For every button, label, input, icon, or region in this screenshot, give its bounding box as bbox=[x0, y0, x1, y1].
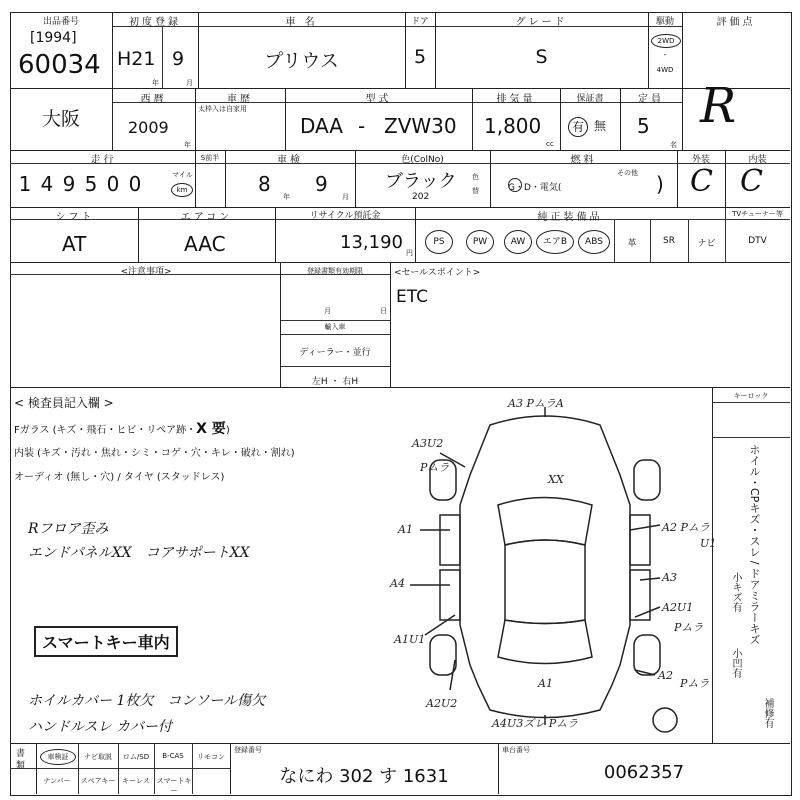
shift-label: シフト bbox=[55, 212, 95, 223]
diag-label-a2u2: A2U2 bbox=[426, 697, 458, 710]
warranty-label: 保証書 bbox=[576, 94, 604, 104]
year-label: [1994] bbox=[30, 30, 77, 46]
fuel-options: G・D・電気( bbox=[508, 183, 562, 193]
roof-panel bbox=[505, 540, 585, 624]
side-small-scratch: 小キズ有 bbox=[730, 572, 741, 612]
diag-label-bottom: A4U3ズレ Pムラ bbox=[492, 717, 579, 730]
capacity: 5 bbox=[637, 114, 650, 138]
doc-number-plate: ナンバー bbox=[43, 777, 71, 785]
handwritten-note-4: ハンドルスレ カバー付 bbox=[28, 719, 173, 735]
fuel-other: その他 bbox=[617, 169, 638, 177]
interior-grade: C bbox=[740, 164, 763, 199]
diag-label-a2-rr: A2 bbox=[658, 669, 673, 682]
area: 大阪 bbox=[41, 108, 80, 130]
smart-key-note: スマートキー車内 bbox=[34, 626, 178, 657]
chassis-number: 0062357 bbox=[603, 762, 685, 783]
interior-label: 内装 bbox=[748, 155, 767, 165]
left-front-door bbox=[440, 515, 460, 565]
recycle-label: リサイクル預託金 bbox=[309, 211, 381, 221]
color-label: 色(ColNo) bbox=[401, 155, 444, 165]
diag-label-a2u1: A2U1 bbox=[662, 601, 694, 614]
shift: AT bbox=[62, 232, 87, 256]
diag-label-a1u1: A1U1 bbox=[394, 633, 426, 646]
grade-label: グレード bbox=[515, 17, 568, 28]
h-line bbox=[10, 88, 790, 89]
v-line bbox=[712, 387, 713, 743]
grade: S bbox=[535, 46, 548, 68]
capacity-label: 定員 bbox=[638, 94, 664, 105]
door-label: ドア bbox=[411, 17, 429, 27]
deadline-day: 日 bbox=[380, 307, 387, 315]
first-reg-era: H21 bbox=[117, 48, 156, 70]
mileage-digit: 9 bbox=[62, 172, 76, 196]
history-label: 車歴 bbox=[227, 94, 253, 105]
v-line bbox=[118, 743, 119, 794]
fuel-g-circle bbox=[508, 178, 522, 192]
warranty-no: 無 bbox=[594, 119, 607, 133]
model-dash: - bbox=[358, 114, 366, 138]
glass-close: ) bbox=[225, 425, 230, 436]
interior-damage-note: 内装 (キズ・汚れ・焦れ・シミ・コゲ・穴・キレ・破れ・割れ) bbox=[14, 448, 295, 459]
tuner-label: TVチューナー等 bbox=[732, 210, 783, 218]
h-line bbox=[280, 366, 390, 367]
equip-dtv: DTV bbox=[748, 236, 767, 246]
doc-shaken-circled: 車検証 bbox=[40, 749, 76, 765]
model-year: 2009 bbox=[128, 118, 169, 137]
leader-line bbox=[635, 607, 660, 617]
drive-4wd: 4WD bbox=[656, 66, 674, 74]
diag-label-a1-left: A1 bbox=[398, 523, 413, 536]
diag-label-u1: U1 bbox=[700, 537, 717, 550]
inspection-label: 車検 bbox=[277, 155, 303, 166]
mileage-digit: 0 bbox=[128, 172, 142, 196]
doc-remote: リモコン bbox=[197, 753, 225, 761]
side-small-dent: 小凹有 bbox=[730, 648, 741, 678]
equip-pw-circled: PW bbox=[466, 230, 494, 254]
dealer-parallel: ディーラー・並行 bbox=[299, 348, 371, 358]
h-line bbox=[10, 387, 790, 388]
color-change-label: 色替 bbox=[472, 173, 479, 195]
drive-2wd-circled: 2WD bbox=[651, 34, 681, 48]
diag-label-a2-right: A2 Pムラ bbox=[662, 521, 710, 534]
car-body-outline bbox=[460, 416, 630, 718]
diag-label-a1-bottom: A1 bbox=[538, 677, 553, 690]
v-line bbox=[682, 12, 683, 150]
history-note: 太枠入は自家用 bbox=[198, 105, 247, 113]
drive-label: 駆動 bbox=[655, 17, 674, 27]
equip-ps-circled: PS bbox=[425, 230, 453, 254]
cc-unit: cc bbox=[546, 140, 554, 148]
km-unit-circled: km bbox=[171, 183, 193, 197]
mileage-digit: 1 bbox=[18, 172, 32, 196]
equip-leather: 革 bbox=[627, 239, 637, 249]
model-code: ZVW30 bbox=[384, 114, 457, 138]
v-line bbox=[36, 743, 37, 794]
diag-label-a3u2: A3U2 bbox=[412, 437, 444, 450]
model-prefix: DAA bbox=[300, 114, 343, 138]
rear-window bbox=[498, 620, 592, 664]
handwritten-note-1: Rフロア歪み bbox=[28, 521, 109, 537]
front-right-wheel bbox=[634, 460, 660, 500]
mileage-digit: 5 bbox=[84, 172, 98, 196]
displacement-label: 排気量 bbox=[496, 94, 536, 105]
first-reg-month: 9 bbox=[172, 48, 185, 70]
doc-navi-manual: ナビ取説 bbox=[84, 753, 112, 761]
inspection-month: 9 bbox=[315, 172, 328, 196]
color: ブラック bbox=[385, 171, 457, 192]
diag-label-xx: XX bbox=[548, 473, 564, 486]
mile-unit: マイル bbox=[172, 171, 193, 179]
h-line bbox=[712, 437, 790, 438]
score-label: 評価点 bbox=[716, 17, 756, 28]
recycle-amount: 13,190 bbox=[340, 232, 403, 253]
car-name: プリウス bbox=[264, 50, 339, 72]
repair-label: 補修有 bbox=[762, 698, 773, 728]
mileage-digit: 4 bbox=[40, 172, 54, 196]
diag-label-pmura-2: Pムラ bbox=[674, 621, 704, 634]
handwritten-note-3: ホイルカバー 1枚欠 コンソール傷欠 bbox=[28, 693, 266, 709]
fuel-cap-circle bbox=[653, 708, 677, 732]
audio-tire-note: オーディオ (無し・穴) / タイヤ (スタッドレス) bbox=[14, 472, 225, 483]
exterior-grade: C bbox=[690, 164, 713, 199]
caution-label: <注意事項> bbox=[120, 267, 172, 277]
leader-line bbox=[630, 525, 660, 530]
model-year-label: 西暦 bbox=[140, 94, 167, 105]
color-no: 202 bbox=[412, 192, 430, 202]
chassis-label: 車台番号 bbox=[502, 746, 530, 754]
lot-number: 60034 bbox=[18, 50, 101, 80]
glass-note bbox=[14, 418, 230, 438]
doc-rom-sd: ロム/SD bbox=[122, 753, 150, 761]
equip-sunroof: SR bbox=[663, 236, 675, 246]
plate-number: なにわ 302 す 1631 bbox=[279, 766, 449, 787]
h-line bbox=[10, 768, 230, 769]
exterior-label: 外装 bbox=[691, 155, 710, 165]
h-line bbox=[280, 334, 390, 335]
drive-dot: ・ bbox=[661, 51, 669, 59]
tsuki-unit: 月 bbox=[342, 193, 349, 201]
v-line bbox=[162, 26, 163, 88]
nen-unit: 年 bbox=[152, 79, 159, 87]
yen-unit: 円 bbox=[406, 249, 413, 257]
first-reg-label: 初度登録 bbox=[129, 17, 181, 28]
side-damage-text: ホイル・CPキズ・スレ / ドアミラーキズ bbox=[748, 444, 761, 646]
warranty-yes-circled: 有 bbox=[568, 117, 588, 137]
doc-keyless: キーレス bbox=[122, 777, 150, 785]
h-line bbox=[10, 262, 790, 263]
doc-spare-key: スペアキー bbox=[80, 777, 116, 785]
score: R bbox=[700, 78, 737, 134]
leader-line bbox=[450, 660, 455, 690]
h-line bbox=[712, 402, 790, 403]
mileage-label: 走行 bbox=[90, 155, 117, 166]
front-windshield bbox=[498, 498, 592, 546]
left-rear-door bbox=[440, 570, 460, 620]
exhibit-label: 出品番号 bbox=[42, 17, 79, 27]
mileage-digit: 0 bbox=[106, 172, 120, 196]
docs-label: 書類 bbox=[16, 749, 26, 771]
equip-navi: ナビ bbox=[697, 239, 716, 249]
rear-left-wheel bbox=[430, 635, 456, 675]
equip-label: 純正装備品 bbox=[537, 212, 603, 223]
h-line bbox=[10, 743, 790, 744]
v-line bbox=[78, 743, 79, 794]
diag-label-pmura-3: Pムラ bbox=[680, 677, 710, 690]
rear-right-wheel bbox=[634, 635, 660, 675]
displacement: 1,800 bbox=[484, 114, 542, 138]
car-diagram bbox=[380, 395, 717, 740]
diag-label-pmura: Pムラ bbox=[420, 461, 450, 474]
tsuki-unit: 月 bbox=[186, 79, 193, 87]
doors: 5 bbox=[413, 46, 427, 68]
import-label: 輸入車 bbox=[324, 323, 346, 331]
reg-deadline-label: 登録書類有効期限 bbox=[307, 267, 363, 275]
doc-smart-key: スマートキー bbox=[156, 777, 192, 795]
fuel-close: ) bbox=[656, 172, 664, 196]
glass-mark: X 要 bbox=[196, 421, 226, 437]
sales-point-label: <セールスポイント> bbox=[394, 268, 481, 278]
diag-label-top: A3 PムラA bbox=[508, 397, 564, 410]
nen-unit: 年 bbox=[184, 141, 191, 149]
mileage-digits bbox=[14, 172, 146, 196]
h-line bbox=[280, 320, 390, 321]
s-label: S前半 bbox=[200, 154, 220, 162]
car-name-label: 車 名 bbox=[285, 17, 318, 28]
aircon-label: エアコン bbox=[180, 212, 233, 223]
leader-line bbox=[640, 578, 660, 580]
diag-label-a4: A4 bbox=[390, 577, 405, 590]
aircon: AAC bbox=[184, 232, 226, 256]
equip-abs-circled: ABS bbox=[578, 230, 610, 254]
glass-text: Fガラス (キズ・飛石・ヒビ・リペア跡・ bbox=[14, 425, 197, 436]
right-front-door bbox=[630, 515, 650, 565]
inspection-year: 8 bbox=[258, 172, 271, 196]
diag-label-a3-right: A3 bbox=[662, 571, 677, 584]
inspection-title: < 検査員記入欄 > bbox=[14, 396, 114, 410]
equip-aw-circled: AW bbox=[504, 230, 532, 254]
handle-side: 左H ・ 右H bbox=[311, 377, 359, 387]
plate-label: 登録番号 bbox=[234, 746, 262, 754]
keylock-label: キーロック bbox=[733, 392, 769, 400]
mei-unit: 名 bbox=[670, 141, 677, 149]
doc-bcas: B-CAS bbox=[162, 752, 184, 760]
fuel-label: 燃料 bbox=[570, 155, 597, 166]
sales-point: ETC bbox=[396, 287, 428, 307]
equip-airbag-circled: エアB bbox=[536, 230, 574, 254]
v-line bbox=[390, 262, 391, 387]
nen-unit: 年 bbox=[283, 193, 290, 201]
deadline-month: 月 bbox=[324, 307, 331, 315]
handwritten-note-2: エンドパネルXX コアサポートXX bbox=[28, 545, 250, 561]
model-label: 型式 bbox=[365, 94, 392, 105]
